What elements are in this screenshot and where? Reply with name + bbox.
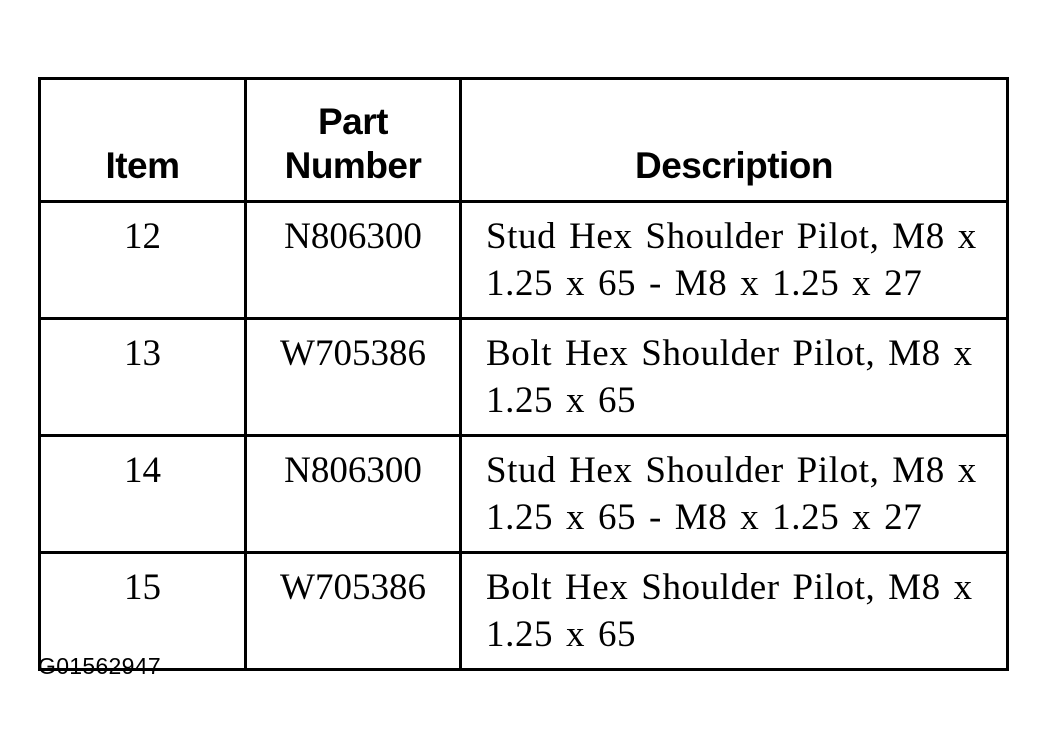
header-part-number <box>246 79 461 202</box>
parts-table <box>38 77 1009 671</box>
header-part-label-line1: Part <box>318 101 388 142</box>
cell-description: Bolt Hex Shoulder Pilot, M8 x 1.25 x 65 <box>461 553 1008 670</box>
table-body <box>40 202 1008 670</box>
cell-part-number: W705386 <box>246 553 461 670</box>
cell-description: Bolt Hex Shoulder Pilot, M8 x 1.25 x 65 <box>461 319 1008 436</box>
cell-item: 13 <box>40 319 246 436</box>
cell-part-number: N806300 <box>246 202 461 319</box>
cell-item: 15 <box>40 553 246 670</box>
cell-description: Stud Hex Shoulder Pilot, M8 x 1.25 x 65 - M8 x 1.25 x 27 <box>461 436 1008 553</box>
header-description <box>461 79 1008 202</box>
cell-item: 12 <box>40 202 246 319</box>
table-header <box>40 79 1008 202</box>
figure-id: G01562947 <box>38 653 161 679</box>
cell-part-number: W705386 <box>246 319 461 436</box>
header-description-label: Description <box>634 145 834 186</box>
table-row <box>40 436 1008 553</box>
cell-description: Stud Hex Shoulder Pilot, M8 x 1.25 x 65 - M8 x 1.25 x 27 <box>461 202 1008 319</box>
header-part-label-line2: Number <box>284 145 422 186</box>
cell-part-number: N806300 <box>246 436 461 553</box>
table-row <box>40 553 1008 670</box>
header-item <box>40 79 246 202</box>
header-row <box>40 79 1008 202</box>
header-item-label: Item <box>105 145 180 186</box>
table-row <box>40 319 1008 436</box>
table-row <box>40 202 1008 319</box>
cell-item: 14 <box>40 436 246 553</box>
